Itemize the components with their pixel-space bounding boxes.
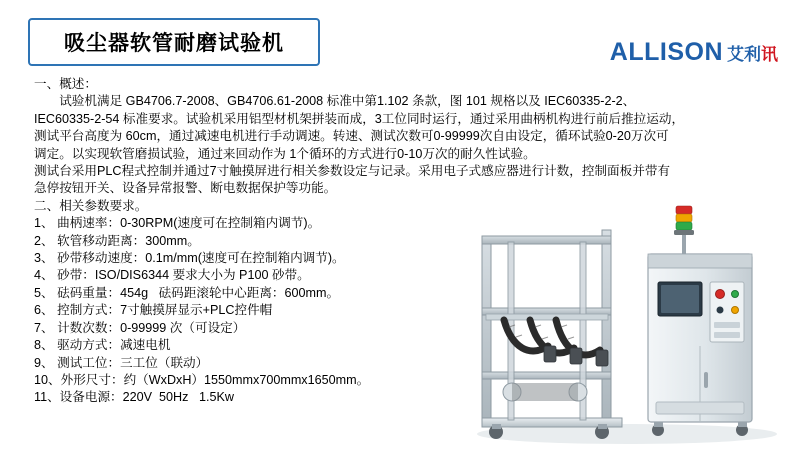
logo-chinese xyxy=(727,40,778,65)
cabinet-handle xyxy=(704,372,708,388)
logo-chinese-accent: 讯 xyxy=(761,45,778,64)
signal-tower-light xyxy=(674,206,694,254)
overview-paragraph-5: 测试台采用PLC程式控制并通过7寸触摸屏进行相关参数设定与记录。采用电子式感应器进行计数，控制面板并带有 xyxy=(34,164,671,179)
page-title: 吸尘器软管耐磨试验机 xyxy=(64,32,284,55)
overview-paragraph-3: 测试平台高度为 60cm，通过减速电机进行手动调速。转速、测试次数可0-99999次自由设定，循环试验0-20万次可 xyxy=(34,129,669,144)
overview-paragraph-2: IEC60335-2-54 标准要求。试验机采用铝型材机架拼装而成，3工位同时运行，通过采用曲柄机构进行前后推拉运动， xyxy=(34,111,685,126)
param-item-9: 9、 测试工位：三工位（联动） xyxy=(34,355,209,370)
logo-wordmark: ALLISON xyxy=(609,38,723,66)
param-item-10: 10、外形尺寸：约（WxDxH）1550mmx700mmx1650mm。 xyxy=(34,372,370,387)
overview-paragraph-1: 试验机满足 GB4706.7-2008、GB4706.61-2008 标准中第1.102 条款，图 101 规格以及 IEC60335-2-2、 xyxy=(59,94,636,109)
param-item-3: 3、 砂带移动速度：0.1m/mm(速度可在控制箱内调节)。 xyxy=(34,251,345,266)
brand-logo xyxy=(610,38,778,67)
belt-rollers xyxy=(503,383,587,401)
overview-paragraph-4: 调定。以实现软管磨损试验，通过来回动作为 1个循环的方式进行0-10万次的耐久性试验。 xyxy=(34,146,536,161)
param-item-6: 6、 控制方式：7寸触摸屏显示+PLC控件帽 xyxy=(34,303,273,318)
title-box xyxy=(28,18,320,66)
emergency-stop-button xyxy=(716,290,725,299)
machine-photo xyxy=(452,196,800,450)
overview-paragraph-6: 急停按钮开关、设备异常报警、断电数据保护等功能。 xyxy=(34,181,337,196)
machine-illustration xyxy=(452,196,800,450)
param-item-8: 8、 驱动方式：减速电机 xyxy=(34,338,171,353)
param-item-1: 1、 曲柄速率：0-30RPM(速度可在控制箱内调节)。 xyxy=(34,216,321,231)
overview-heading: 一、概述： xyxy=(34,77,97,91)
param-item-5: 5、 砝码重量：454g 砝码距滚轮中心距离：600mm。 xyxy=(34,285,340,300)
param-item-2: 2、 软管移动距离：300mm。 xyxy=(34,233,200,248)
param-item-11: 11、设备电源：220V 50Hz 1.5Kw xyxy=(34,390,234,405)
logo-chinese-prefix: 艾利 xyxy=(727,45,761,64)
param-item-7: 7、 计数次数：0-99999 次（可设定） xyxy=(34,320,246,335)
param-item-4: 4、 砂带：ISO/DIS6344 要求大小为 P100 砂带。 xyxy=(34,268,310,283)
params-heading: 二、相关参数要求。 xyxy=(34,198,148,213)
control-cabinet xyxy=(648,254,752,422)
